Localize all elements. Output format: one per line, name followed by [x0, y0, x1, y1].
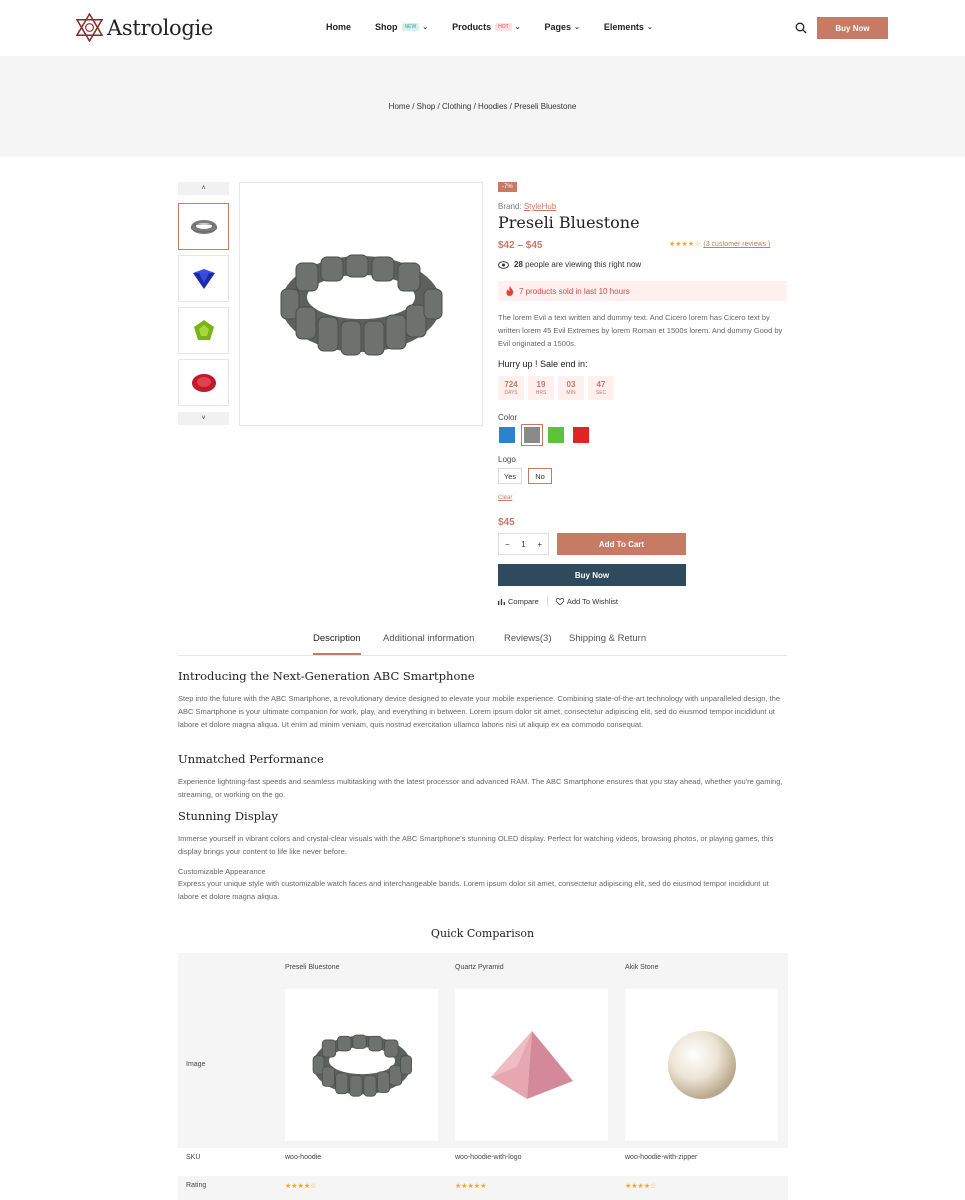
comparison-rating-stars: ★★★★★: [455, 1183, 487, 1190]
nav-products-label: Products: [452, 22, 492, 32]
main-product-image[interactable]: [239, 182, 483, 426]
logo-text: Astrologie: [107, 15, 214, 40]
ruby-thumb-image: [190, 372, 218, 394]
countdown-minutes: [558, 376, 584, 400]
countdown-seconds: [588, 376, 614, 400]
product-tabs: [178, 628, 787, 656]
wishlist-link[interactable]: Add To Wishlist: [566, 596, 618, 606]
search-icon[interactable]: [795, 22, 807, 34]
comparison-rating-label: Rating: [186, 1182, 207, 1189]
nav-elements[interactable]: [604, 22, 653, 32]
compare-icon: [498, 598, 505, 605]
sapphire-thumb-image: [191, 267, 217, 291]
countdown-unit: SEC: [595, 390, 607, 396]
rating-stars: ★★★★☆: [669, 241, 701, 248]
bracelet-image: [276, 249, 446, 359]
thumb-peridot[interactable]: [178, 307, 229, 354]
site-header: [0, 0, 965, 56]
countdown-days: [498, 376, 524, 400]
breadcrumb[interactable]: Home / Shop / Clothing / Hoodies / Preseli Bluestone: [388, 102, 577, 111]
thumb-ruby[interactable]: [178, 359, 229, 406]
countdown-unit: HRS: [535, 390, 547, 396]
tab-additional-information[interactable]: Additional information: [383, 633, 475, 644]
desc-heading-intro: Introducing the Next-Generation ABC Smartphone: [178, 669, 475, 683]
nav-pages[interactable]: [545, 22, 580, 32]
desc-heading-performance: Unmatched Performance: [178, 752, 324, 766]
comparison-product-name: Quartz Pyramid: [455, 964, 504, 971]
desc-paragraph-appearance: Express your unique style with customizable watch faces and interchangeable bands. Lorem ipsum dolor sit amet, consectetur adipiscing elit, sed do eiusmod tempor incididunt ut labore et dolore magna aliqua.: [178, 879, 769, 901]
comparison-rating-row: [178, 1176, 788, 1200]
comparison-title: Quick Comparison: [430, 927, 535, 940]
clear-link[interactable]: Clear: [498, 495, 513, 501]
nav-shop-label: Shop: [375, 22, 398, 32]
desc-paragraph-display: Immerse yourself in vibrant colors and crystal-clear visuals with the ABC Smartphone's stunning OLED display. Perfect for watching videos, browsing photos, or playing games, this display brings your content to life like never before.: [178, 834, 774, 856]
thumb-up-arrow[interactable]: ˄: [178, 182, 229, 195]
nav-shop[interactable]: [375, 22, 428, 32]
divider: [547, 596, 548, 606]
comparison-sku: woo-hoodie: [285, 1154, 322, 1161]
brand-label: Brand:: [498, 202, 522, 211]
sold-notice: [498, 281, 787, 301]
countdown-hours: [528, 376, 554, 400]
nav-pages-label: Pages: [544, 22, 572, 32]
product-actions: [498, 596, 618, 606]
product-rating: [669, 240, 770, 248]
logo-option-no[interactable]: No: [528, 468, 552, 484]
comparison-sku: woo-hoodie-with-zipper: [625, 1154, 698, 1161]
breadcrumb-band: [0, 56, 965, 157]
fire-icon: [506, 286, 514, 296]
countdown-value: 19: [536, 380, 546, 389]
comparison-sku-label: SKU: [186, 1154, 201, 1161]
nav-home[interactable]: [326, 22, 351, 32]
logo-label: Logo: [498, 455, 516, 464]
discount-badge: -7%: [498, 182, 517, 192]
eye-icon: [498, 261, 509, 269]
color-label: Color: [498, 413, 518, 422]
viewers-text: people are viewing this right now: [525, 260, 642, 269]
main-nav: [326, 22, 677, 32]
desc-paragraph-intro: Step into the future with the ABC Smartphone, a revolutionary device designed to elevate your mobile experience. Combining state-of-the-art technology with unparalleled design, the ABC Smartphone is your ultimate companion for work, play, and everything in between. Lorem ipsum dolor sit amet, consectetur adipiscing elit, sed do eiusmod tempor incididunt ut labore et dolore magna aliqua. Ut enim ad minim veniam, quis nostrud exercitation ullamco laboris nisi ut aliquip ex ea commodo consequat.: [178, 694, 781, 729]
logo[interactable]: [76, 13, 213, 42]
chevron-down-icon: ⌄: [574, 24, 580, 31]
brand-link[interactable]: StyleHub: [523, 202, 557, 211]
reviews-link[interactable]: (3 customer reviews ): [703, 241, 771, 248]
qty-plus-button[interactable]: +: [537, 539, 542, 549]
desc-heading-display: Stunning Display: [178, 809, 279, 823]
sold-text: 7 products sold in last 10 hours: [519, 286, 630, 296]
swatch-red[interactable]: [573, 427, 589, 443]
desc-subtitle-appearance: Customizable Appearance: [178, 867, 266, 876]
thumb-down-arrow[interactable]: ˅: [178, 412, 229, 425]
brand-line: [498, 202, 556, 211]
header-buy-now-button[interactable]: Buy Now: [817, 17, 888, 39]
qty-minus-button[interactable]: −: [505, 539, 510, 549]
compare-link[interactable]: Compare: [508, 596, 539, 606]
comparison-sku-row: [178, 1148, 788, 1172]
hot-badge: HOT: [495, 23, 512, 31]
nav-home-label: Home: [326, 22, 352, 32]
tab-description[interactable]: Description: [313, 633, 361, 655]
comparison-product-name: Preseli Bluestone: [285, 964, 340, 971]
comparison-image-bracelet[interactable]: [285, 989, 438, 1141]
bracelet-thumb-image: [189, 217, 219, 237]
thumb-bracelet[interactable]: [178, 203, 229, 250]
quartz-pyramid-image: [487, 1027, 577, 1103]
swatch-green[interactable]: [548, 427, 564, 443]
countdown-value: 03: [566, 380, 576, 389]
comparison-image-pyramid[interactable]: [455, 989, 608, 1141]
bracelet-image: [310, 1031, 414, 1099]
buy-now-button[interactable]: Buy Now: [498, 564, 686, 586]
quantity-stepper: [498, 533, 549, 555]
qty-input[interactable]: 1: [521, 539, 526, 549]
viewers-count: 28: [514, 260, 523, 269]
product-title: Preseli Bluestone: [498, 213, 640, 232]
comparison-image-pearl[interactable]: [625, 989, 778, 1141]
price-range: $42 – $45: [498, 240, 543, 251]
short-description: The lorem Evil a text written and dummy text. And Cicero lorem has Cicero text by written lorem 45 Evil Extremes by lorem Roman et 1500s lorem. And dummy Good by Evil originated a 1500s.: [498, 313, 783, 348]
countdown-value: 724: [504, 380, 518, 389]
chevron-down-icon: ⌄: [646, 24, 653, 31]
comparison-rating-stars: ★★★★☆: [625, 1183, 657, 1190]
current-price: $45: [498, 517, 515, 528]
nav-elements-label: Elements: [603, 22, 644, 32]
chevron-down-icon: ⌄: [514, 24, 521, 31]
thumb-sapphire[interactable]: [178, 255, 229, 302]
chevron-down-icon: ⌄: [422, 24, 429, 31]
comparison-sku: woo-hoodie-with-logo: [455, 1154, 522, 1161]
nav-products[interactable]: [452, 22, 520, 32]
logo-option-yes[interactable]: Yes: [498, 468, 522, 484]
star-of-david-icon: [76, 13, 103, 42]
countdown-value: 47: [596, 380, 606, 389]
comparison-image-label: Image: [186, 1061, 206, 1068]
pearl-image: [666, 1029, 738, 1101]
comparison-rating-stars: ★★★★☆: [285, 1183, 317, 1190]
heart-icon: [556, 598, 564, 605]
swatch-gray[interactable]: [524, 427, 540, 443]
hurry-label: Hurry up ! Sale end in:: [498, 359, 588, 369]
countdown-unit: MIN: [566, 390, 576, 396]
tab-reviews[interactable]: Reviews(3): [504, 633, 552, 644]
comparison-table: [178, 953, 788, 1200]
peridot-thumb-image: [192, 319, 216, 343]
comparison-product-name: Akik Stone: [625, 964, 659, 971]
tab-shipping-return[interactable]: Shipping & Return: [569, 633, 647, 644]
new-badge: NEW: [402, 23, 420, 31]
desc-paragraph-performance: Experience lightning-fast speeds and seamless multitasking with the latest processor and advanced RAM. The ABC Smartphone ensures that you stay ahead, whether you're gaming, streaming, or working on the go.: [178, 777, 783, 799]
swatch-blue[interactable]: [499, 427, 515, 443]
countdown-unit: DAYS: [504, 390, 518, 396]
add-to-cart-button[interactable]: Add To Cart: [557, 533, 686, 555]
viewers-info: [498, 260, 641, 269]
